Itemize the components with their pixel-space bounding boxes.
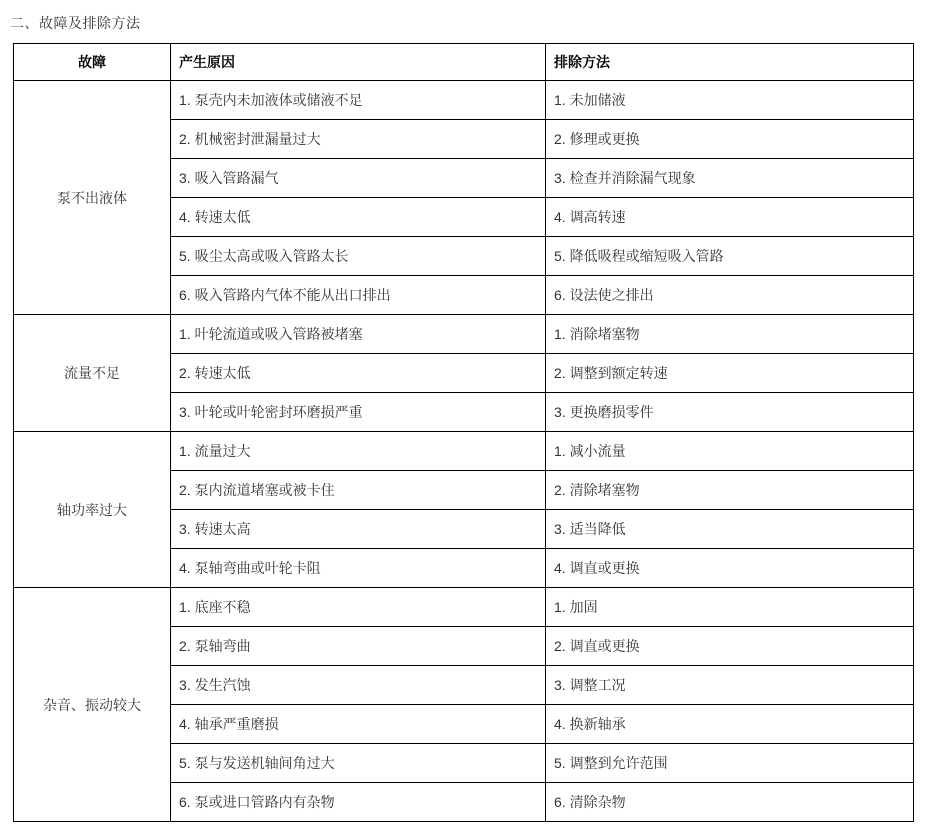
remedy-cell: 4. 调高转速 xyxy=(546,198,914,237)
cause-cell: 1. 底座不稳 xyxy=(171,588,546,627)
table-row xyxy=(14,432,914,471)
remedy-cell: 1. 消除堵塞物 xyxy=(546,315,914,354)
table-header-row xyxy=(14,44,914,81)
remedy-cell: 1. 减小流量 xyxy=(546,432,914,471)
remedy-cell: 2. 调整到额定转速 xyxy=(546,354,914,393)
cause-cell: 5. 泵与发送机轴间角过大 xyxy=(171,744,546,783)
remedy-cell: 1. 未加储液 xyxy=(546,81,914,120)
remedy-cell: 5. 降低吸程或缩短吸入管路 xyxy=(546,237,914,276)
remedy-cell: 2. 修理或更换 xyxy=(546,120,914,159)
page-title: 二、故障及排除方法 xyxy=(10,15,141,31)
cause-cell: 2. 转速太低 xyxy=(171,354,546,393)
remedy-cell: 3. 检查并消除漏气现象 xyxy=(546,159,914,198)
column-header-remedy: 排除方法 xyxy=(546,44,914,81)
cause-cell: 3. 吸入管路漏气 xyxy=(171,159,546,198)
remedy-cell: 2. 调直或更换 xyxy=(546,627,914,666)
remedy-cell: 2. 清除堵塞物 xyxy=(546,471,914,510)
fault-cell: 泵不出液体 xyxy=(14,81,171,315)
cause-cell: 3. 发生汽蚀 xyxy=(171,666,546,705)
cause-cell: 1. 流量过大 xyxy=(171,432,546,471)
cause-cell: 4. 转速太低 xyxy=(171,198,546,237)
cause-cell: 2. 机械密封泄漏量过大 xyxy=(171,120,546,159)
cause-cell: 2. 泵轴弯曲 xyxy=(171,627,546,666)
table-row xyxy=(14,315,914,354)
cause-cell: 3. 转速太高 xyxy=(171,510,546,549)
cause-cell: 1. 叶轮流道或吸入管路被堵塞 xyxy=(171,315,546,354)
remedy-cell: 3. 调整工况 xyxy=(546,666,914,705)
cause-cell: 4. 泵轴弯曲或叶轮卡阻 xyxy=(171,549,546,588)
remedy-cell: 3. 更换磨损零件 xyxy=(546,393,914,432)
remedy-cell: 3. 适当降低 xyxy=(546,510,914,549)
table-row xyxy=(14,588,914,627)
cause-cell: 1. 泵壳内未加液体或储液不足 xyxy=(171,81,546,120)
remedy-cell: 5. 调整到允许范围 xyxy=(546,744,914,783)
table-row xyxy=(14,81,914,120)
cause-cell: 3. 叶轮或叶轮密封环磨损严重 xyxy=(171,393,546,432)
cause-cell: 6. 吸入管路内气体不能从出口排出 xyxy=(171,276,546,315)
cause-cell: 6. 泵或进口管路内有杂物 xyxy=(171,783,546,822)
remedy-cell: 6. 设法使之排出 xyxy=(546,276,914,315)
remedy-cell: 4. 调直或更换 xyxy=(546,549,914,588)
table-body xyxy=(14,81,914,822)
fault-troubleshooting-table xyxy=(13,43,914,822)
remedy-cell: 4. 换新轴承 xyxy=(546,705,914,744)
remedy-cell: 6. 清除杂物 xyxy=(546,783,914,822)
fault-cell: 流量不足 xyxy=(14,315,171,432)
cause-cell: 4. 轴承严重磨损 xyxy=(171,705,546,744)
remedy-cell: 1. 加固 xyxy=(546,588,914,627)
fault-cell: 轴功率过大 xyxy=(14,432,171,588)
fault-cell: 杂音、振动较大 xyxy=(14,588,171,822)
cause-cell: 2. 泵内流道堵塞或被卡住 xyxy=(171,471,546,510)
column-header-cause: 产生原因 xyxy=(171,44,546,81)
column-header-fault: 故障 xyxy=(14,44,171,81)
cause-cell: 5. 吸尘太高或吸入管路太长 xyxy=(171,237,546,276)
